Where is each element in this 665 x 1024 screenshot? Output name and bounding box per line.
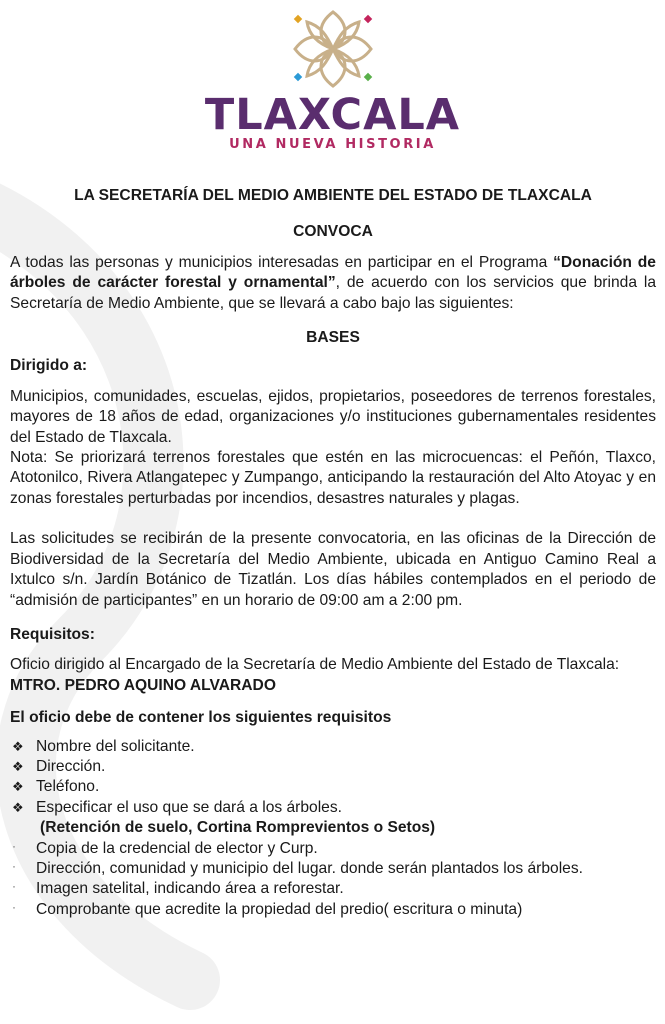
requisitos-heading: Requisitos: [10, 625, 95, 643]
usage-note: (Retención de suelo, Cortina Romprevientos o Setos) [40, 819, 436, 837]
list-item-text: Dirección, comunidad y municipio del lugar. donde serán plantados los árboles. [36, 859, 583, 877]
diamond-bullet-icon: ❖ [12, 738, 24, 754]
list-item-text: Especificar el uso que se dará a los árboles. [36, 798, 342, 816]
list-item [10, 900, 656, 920]
list-item-text: Imagen satelital, indicando área a reforestar. [36, 880, 344, 898]
list-item-text: Teléfono. [36, 778, 100, 796]
program-name: “Donación de árboles de carácter forestal y ornamental” [10, 253, 656, 292]
intro-text-start: A todas las personas y municipios interesadas en participar en el Programa [10, 253, 554, 271]
intro-text-end: , de acuerdo con los servicios que brinda la Secretaría de Medio Ambiente, que se llevará a cabo bajo las siguientes: [10, 274, 657, 312]
dirigido-text: Municipios, comunidades, escuelas, ejidos, propietarios, poseedores de terrenos forestales, mayores de 18 años de edad, organizaciones y/o instituciones gubernamentales residentes del Estado de Tlaxcala. [10, 387, 656, 446]
official-name: MTRO. PEDRO AQUINO ALVARADO [10, 676, 276, 694]
diamond-bullet-icon: ❖ [12, 799, 24, 815]
list-item [10, 859, 656, 879]
dot-bullet-icon: · [12, 858, 16, 873]
list-item [10, 839, 656, 859]
document-body [10, 186, 656, 920]
brand-tagline: UNA NUEVA HISTORIA [229, 137, 436, 152]
dirigido-heading: Dirigido a: [10, 357, 88, 375]
diamond-bullet-icon: ❖ [12, 779, 24, 795]
solicitudes-paragraph: Las solicitudes se recibirán de la presente convocatoria, en las oficinas de la Dirección de Biodiversidad de la Secretaría del Medio Ambiente, ubicada en Antiguo Camino Real a Ixtulco s/n. Jardín Botánico de Tizatlán. Los días hábiles contemplados en el periodo de “admisión de participantes” en un horario de 09:00 am a 2:00 pm. [10, 530, 656, 609]
list-item-text: Dirección. [36, 757, 106, 775]
document-title: LA SECRETARÍA DEL MEDIO AMBIENTE DEL ESTADO DE TLAXCALA [74, 187, 592, 204]
requisitos-subheading: El oficio debe de contener los siguientes requisitos [10, 709, 392, 727]
brand-name: TLAXCALA [204, 90, 461, 140]
list-item [10, 879, 656, 899]
dot-bullet-icon: · [12, 879, 16, 894]
dot-bullet-icon: · [12, 838, 16, 853]
documents-list [10, 839, 656, 921]
oficio-text: Oficio dirigido al Encargado de la Secretaría de Medio Ambiente del Estado de Tlaxcala: [10, 656, 620, 674]
list-item [10, 798, 656, 818]
list-item-text: Nombre del solicitante. [36, 737, 195, 755]
requisitos-list [10, 737, 656, 819]
list-item-text: Comprobante que acredite la propiedad del predio( escritura o minuta) [36, 900, 523, 918]
list-item [10, 757, 656, 777]
dirigido-note: Nota: Se priorizará terrenos forestales que estén en las microcuencas: el Peñón, Tlaxco, Atotonilco, Rivera Atlangatepec y Zumpango, anticipando la restauración del Alto Atoyac y en zonas forestales perturbadas por incendios, desastres naturales y plagas. [10, 449, 656, 507]
list-item [10, 777, 656, 797]
diamond-bullet-icon: ❖ [12, 758, 24, 774]
flower-emblem-icon [287, 4, 379, 94]
bases-heading: BASES [306, 329, 360, 347]
dot-bullet-icon: · [12, 899, 16, 914]
list-item-text: Copia de la credencial de elector y Curp. [36, 839, 318, 857]
oficio-paragraph [10, 655, 656, 696]
intro-paragraph [10, 253, 656, 314]
logo [0, 0, 665, 160]
list-item [10, 737, 656, 757]
convoca-heading: CONVOCA [293, 223, 373, 241]
